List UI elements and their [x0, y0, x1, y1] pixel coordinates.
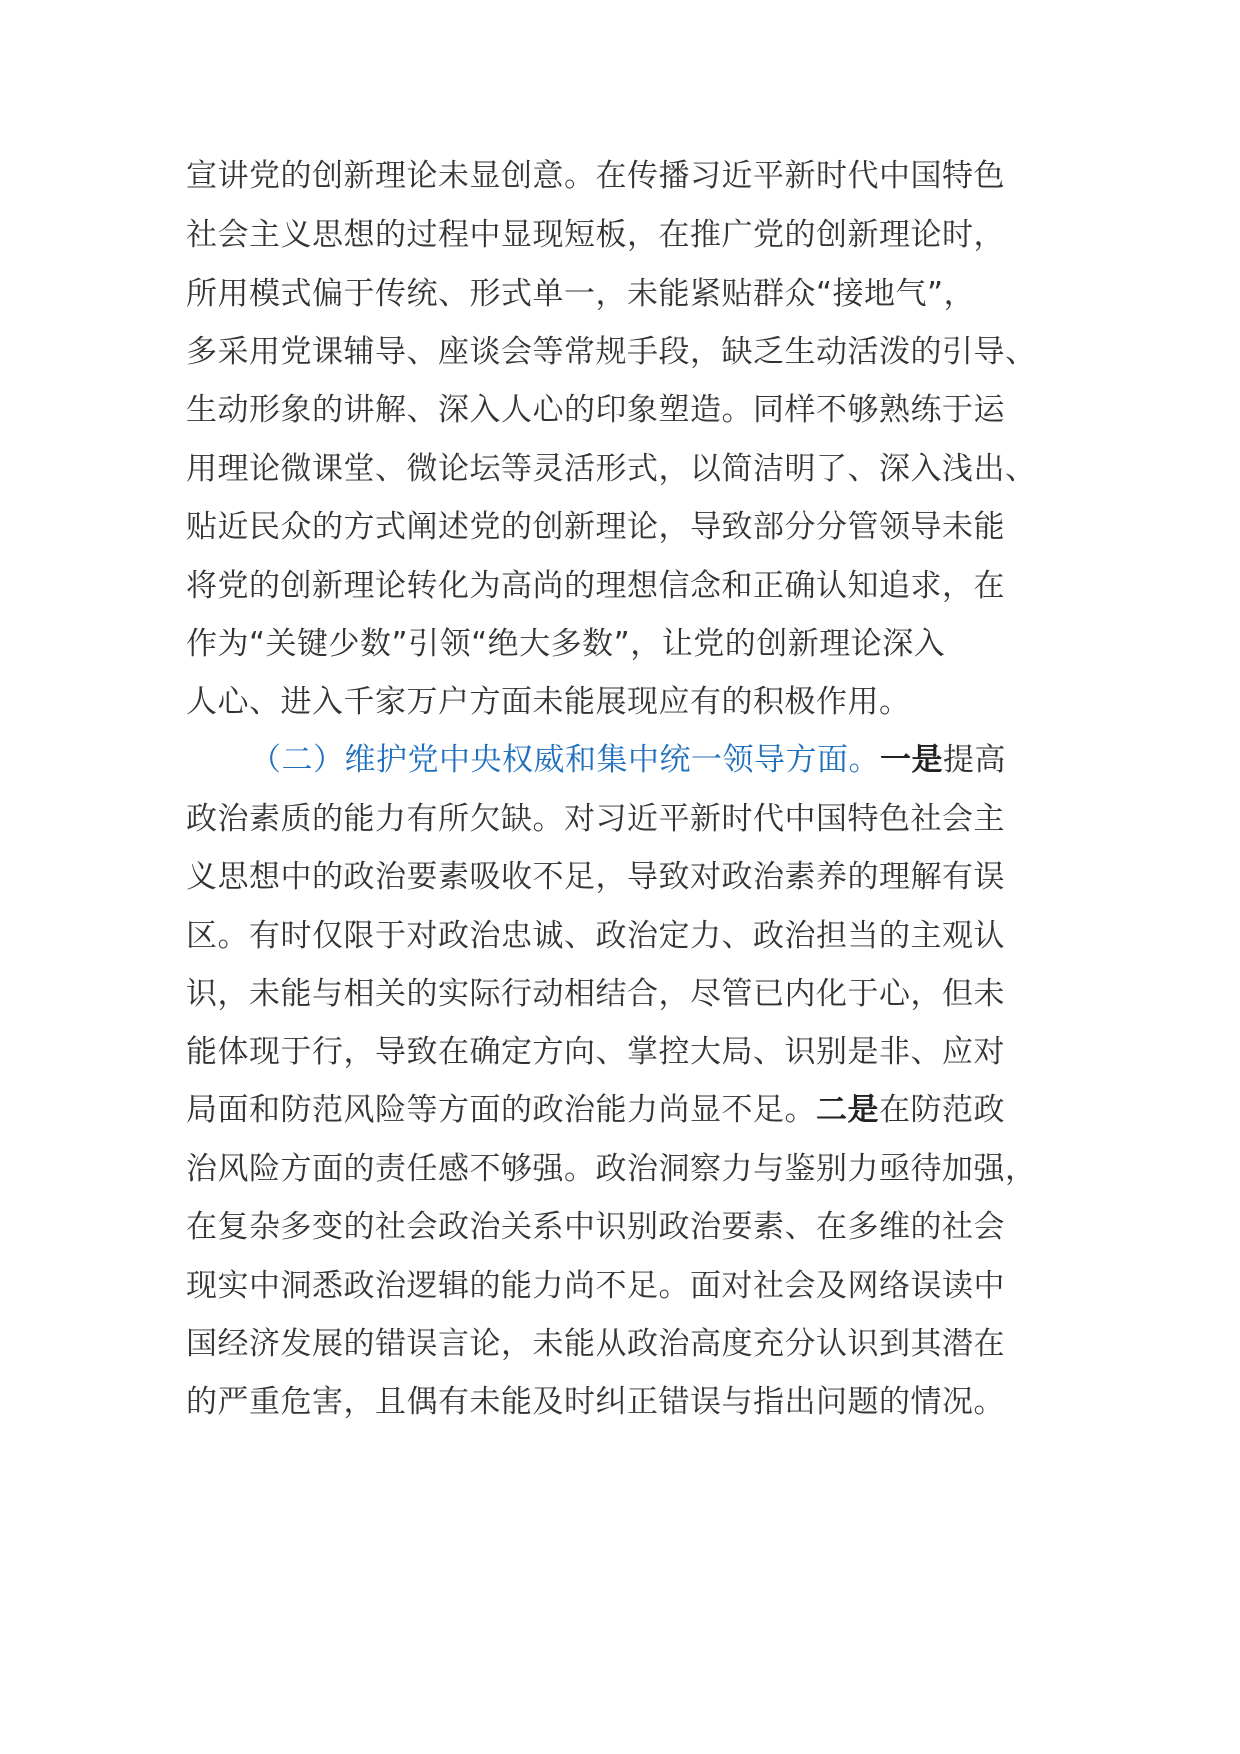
body-text-line: 用理论微课堂、微论坛等灵活形式，以简洁明了、深入浅出、 — [186, 451, 1037, 487]
body-text-line: 生动形象的讲解、深入人心的印象塑造。同样不够熟练于运 — [186, 392, 1005, 428]
body-text-line: 的严重危害，且偶有未能及时纠正错误与指出问题的情况。 — [186, 1384, 1005, 1420]
body-text-line: 政治素质的能力有所欠缺。对习近平新时代中国特色社会主 — [186, 801, 1005, 837]
body-text-line: 在复杂多变的社会政治关系中识别政治要素、在多维的社会 — [186, 1209, 1005, 1245]
body-text-line: 将党的创新理论转化为高尚的理想信念和正确认知追求，在 — [186, 568, 1005, 604]
body-text-line: 作为“关键少数”引领“绝大多数”，让党的创新理论深入 — [186, 626, 946, 662]
body-text-line: 治风险方面的责任感不够强。政治洞察力与鉴别力亟待加强， — [186, 1151, 1037, 1187]
body-text: 提高 — [943, 742, 1006, 778]
body-text-line: 国经济发展的错误言论，未能从政治高度充分认识到其潜在 — [186, 1326, 1005, 1362]
body-text-line: 多采用党课辅导、座谈会等常规手段，缺乏生动活泼的引导、 — [186, 334, 1037, 370]
point-label-second: 二是 — [816, 1092, 879, 1128]
body-text: 局面和防范风险等方面的政治能力尚显不足。 — [186, 1092, 816, 1128]
body-text: 在防范政 — [879, 1092, 1005, 1128]
body-text-line: 识，未能与相关的实际行动相结合，尽管已内化于心，但未 — [186, 976, 1005, 1012]
body-text-line: 贴近民众的方式阐述党的创新理论，导致部分分管领导未能 — [186, 509, 1005, 545]
body-text-line: 现实中洞悉政治逻辑的能力尚不足。面对社会及网络误读中 — [186, 1268, 1005, 1304]
body-text-line: 所用模式偏于传统、形式单一，未能紧贴群众“接地气”， — [186, 276, 976, 312]
section-heading-line — [250, 728, 1006, 793]
body-text-line: 社会主义思想的过程中显现短板，在推广党的创新理论时， — [186, 217, 1005, 253]
body-text-line: 人心、进入千家万户方面未能展现应有的积极作用。 — [186, 684, 911, 720]
body-text-line: 义思想中的政治要素吸收不足，导致对政治素养的理解有误 — [186, 859, 1005, 895]
body-text-line-with-label — [186, 1078, 1005, 1143]
body-text-line: 能体现于行，导致在确定方向、掌控大局、识别是非、应对 — [186, 1034, 1005, 1070]
section-heading: （二）维护党中央权威和集中统一领导方面。 — [250, 742, 880, 778]
point-label-first: 一是 — [880, 742, 943, 778]
body-text-line: 宣讲党的创新理论未显创意。在传播习近平新时代中国特色 — [186, 158, 1005, 194]
body-text-line: 区。有时仅限于对政治忠诚、政治定力、政治担当的主观认 — [186, 918, 1005, 954]
